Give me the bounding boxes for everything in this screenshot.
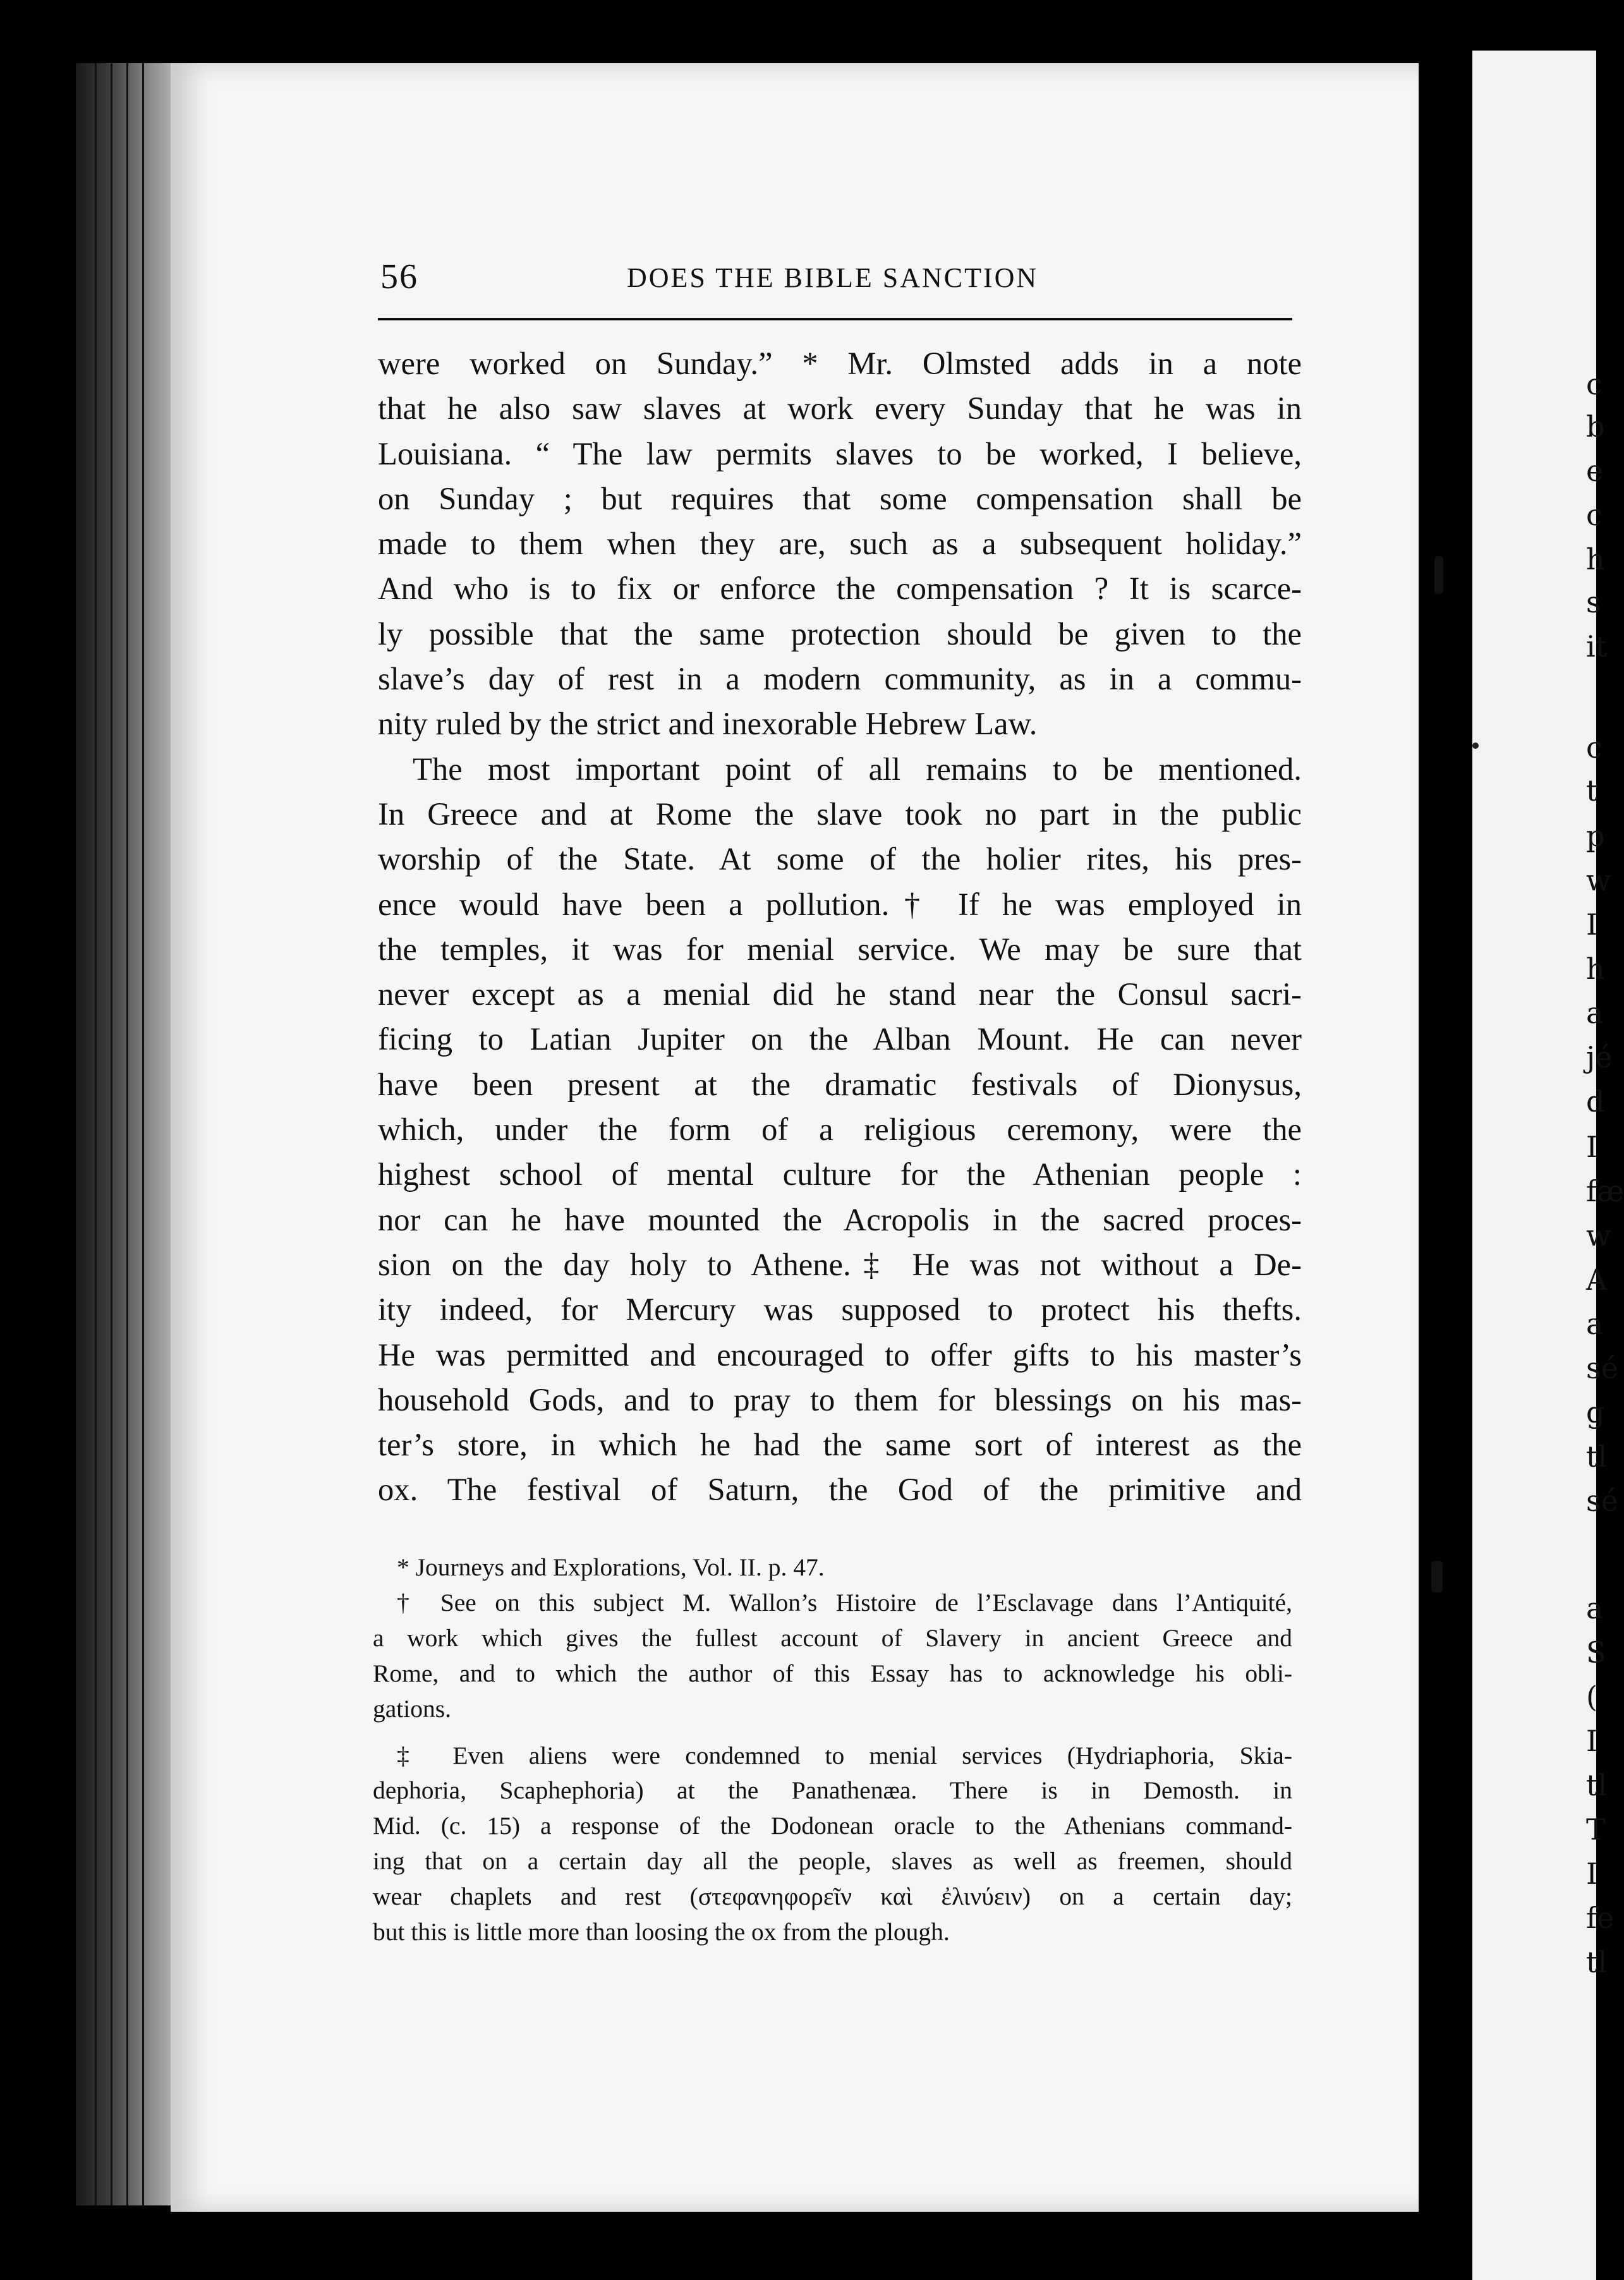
footnote-line: * Journeys and Explorations, Vol. II. p. 47.: [397, 1553, 825, 1581]
facing-page-letter: d: [1586, 1084, 1605, 1119]
footnote-line: but this is little more than loosing the ox from the plough.: [373, 1918, 950, 1946]
facing-page-letter: t: [1586, 773, 1598, 808]
footnote-line: a work which gives the fullest account of Slavery in ancient Greece and: [373, 1623, 1292, 1652]
footnote-line: ‡ Even aliens were condemned to menial services (Hydriaphoria, Skia-: [397, 1741, 1292, 1769]
header-rule: [378, 318, 1292, 320]
footnote-3: [373, 1738, 1292, 1950]
footnote-line: dephoria, Scaphephoria) at the Panathenæa. There is in Demosth. in: [373, 1776, 1292, 1805]
facing-page-letter: I: [1586, 907, 1598, 942]
page-edge-line: [142, 63, 144, 2205]
body-line: sion on the day holy to Athene.‡ He was not without a De-: [378, 1246, 1302, 1282]
body-line: nity ruled by the strict and inexorable Hebrew Law.: [378, 706, 1038, 742]
running-head-title: DOES THE BIBLE SANCTION: [627, 262, 1039, 293]
footnote-line: Mid. (c. 15) a response of the Dodonean oracle to the Athenians command-: [373, 1812, 1292, 1840]
footnote-2: [373, 1586, 1292, 1727]
body-line: ox. The festival of Saturn, the God of the primitive and: [378, 1472, 1302, 1508]
facing-page-letter: a: [1586, 996, 1604, 1030]
facing-page-letter: I: [1586, 1724, 1598, 1758]
body-line: the temples, it was for menial service. We may be sure that: [378, 931, 1302, 967]
facing-page-letter: sé: [1586, 1351, 1618, 1385]
body-line: Louisiana. “ The law permits slaves to be worked, I believe,: [378, 435, 1302, 471]
facing-page-letter: I: [1586, 1130, 1598, 1164]
body-line: made to them when they are, such as a subsequent holiday.”: [378, 526, 1302, 562]
facing-page-letter: e: [1586, 454, 1604, 488]
footnote-line: wear chaplets and rest (στεφανηφορεῖν καὶ ἐλινύειν) on a certain day;: [373, 1883, 1292, 1911]
speck-mark: [1472, 743, 1479, 749]
facing-page-letter: T: [1586, 1812, 1606, 1846]
facing-page-letter: a: [1586, 1307, 1604, 1341]
facing-page-letter: s: [1586, 585, 1601, 619]
body-line: ly possible that the same protection should be given to the: [378, 615, 1302, 652]
body-text: [378, 341, 1302, 1513]
page-edge-line: [111, 63, 112, 2205]
facing-page-letter: c: [1586, 498, 1603, 532]
footnote-line: † See on this subject M. Wallon’s Histoire de l’Esclavage dans l’Antiquité,: [397, 1588, 1292, 1616]
body-line: highest school of mental culture for the Athenian people :: [378, 1156, 1302, 1192]
body-line: have been present at the dramatic festivals of Dionysus,: [378, 1066, 1302, 1102]
facing-page-letter: p: [1586, 819, 1605, 853]
running-head: [209, 252, 1295, 302]
footnotes: [373, 1550, 1292, 1950]
facing-page-sliver: [1472, 51, 1624, 2280]
facing-page-letter: a: [1586, 1591, 1604, 1625]
body-line: worship of the State. At some of the holier rites, his pres-: [378, 841, 1302, 877]
facing-page-letter: tl: [1586, 1768, 1608, 1802]
binding-mark: [1431, 1561, 1443, 1592]
facing-page-letter: sé: [1586, 1484, 1618, 1518]
footnote-line: Rome, and to which the author of this Essay has to acknowledge his obli-: [373, 1659, 1292, 1687]
footnote-line: gations.: [373, 1694, 451, 1723]
body-line: were worked on Sunday.” * Mr. Olmsted adds in a note: [378, 346, 1302, 381]
facing-page-letter: S: [1586, 1635, 1606, 1670]
footnote-1: [373, 1550, 1292, 1586]
page-edge-line: [95, 63, 97, 2205]
body-line: ter’s store, in which he had the same sort of interest as the: [378, 1427, 1302, 1463]
body-line: on Sunday ; but requires that some compensation shall be: [378, 480, 1302, 516]
body-line: household Gods, and to pray to them for blessings on his mas-: [378, 1381, 1302, 1417]
facing-page-letter: I: [1586, 1857, 1598, 1891]
body-line: ence would have been a pollution.† If he was employed in: [378, 886, 1302, 922]
body-line: ficing to Latian Jupiter on the Alban Mount. He can never: [378, 1021, 1302, 1057]
body-line: In Greece and at Rome the slave took no part in the public: [378, 796, 1302, 832]
facing-page-letter: b: [1586, 409, 1605, 444]
facing-page-letter: h: [1586, 952, 1605, 986]
binding-mark: [1434, 556, 1443, 594]
facing-page-letter: A: [1586, 1263, 1608, 1297]
facing-page-letter: tl: [1586, 1440, 1608, 1474]
facing-page-letter: fe: [1586, 1901, 1615, 1935]
facing-page-letter: h: [1586, 542, 1605, 576]
facing-page-letter: c: [1586, 731, 1603, 765]
facing-page-letter: it: [1586, 629, 1608, 664]
body-line: slave’s day of rest in a modern community, as in a commu-: [378, 661, 1302, 697]
body-line: nor can he have mounted the Acropolis in the sacred proces-: [378, 1201, 1302, 1237]
facing-page-letter: fæ: [1586, 1174, 1624, 1208]
facing-page-letter: c: [1586, 367, 1603, 401]
body-line: And who is to fix or enforce the compensation ? It is scarce-: [378, 571, 1302, 607]
body-line: that he also saw slaves at work every Sunday that he was in: [378, 391, 1302, 427]
facing-page-letter: (: [1586, 1680, 1597, 1714]
facing-page-letter: g: [1586, 1395, 1605, 1429]
page-number: 56: [380, 257, 418, 296]
footnote-gap: [373, 1727, 1292, 1738]
facing-page-letter: tl: [1586, 1945, 1608, 1979]
page-edge-line: [126, 63, 128, 2205]
body-line: which, under the form of a religious ceremony, were the: [378, 1112, 1302, 1148]
body-line: The most important point of all remains to be mentioned.: [413, 751, 1302, 787]
facing-page-letter: w: [1586, 1218, 1611, 1252]
facing-page-letter: w: [1586, 863, 1611, 897]
body-line: ity indeed, for Mercury was supposed to protect his thefts.: [378, 1292, 1302, 1328]
body-line: He was permitted and encouraged to offer gifts to his master’s: [378, 1337, 1302, 1373]
body-line: never except as a menial did he stand near the Consul sacri-: [378, 976, 1302, 1012]
footnote-line: ing that on a certain day all the people, slaves as well as freemen, should: [373, 1847, 1292, 1876]
facing-page-letter: jé: [1586, 1040, 1613, 1074]
